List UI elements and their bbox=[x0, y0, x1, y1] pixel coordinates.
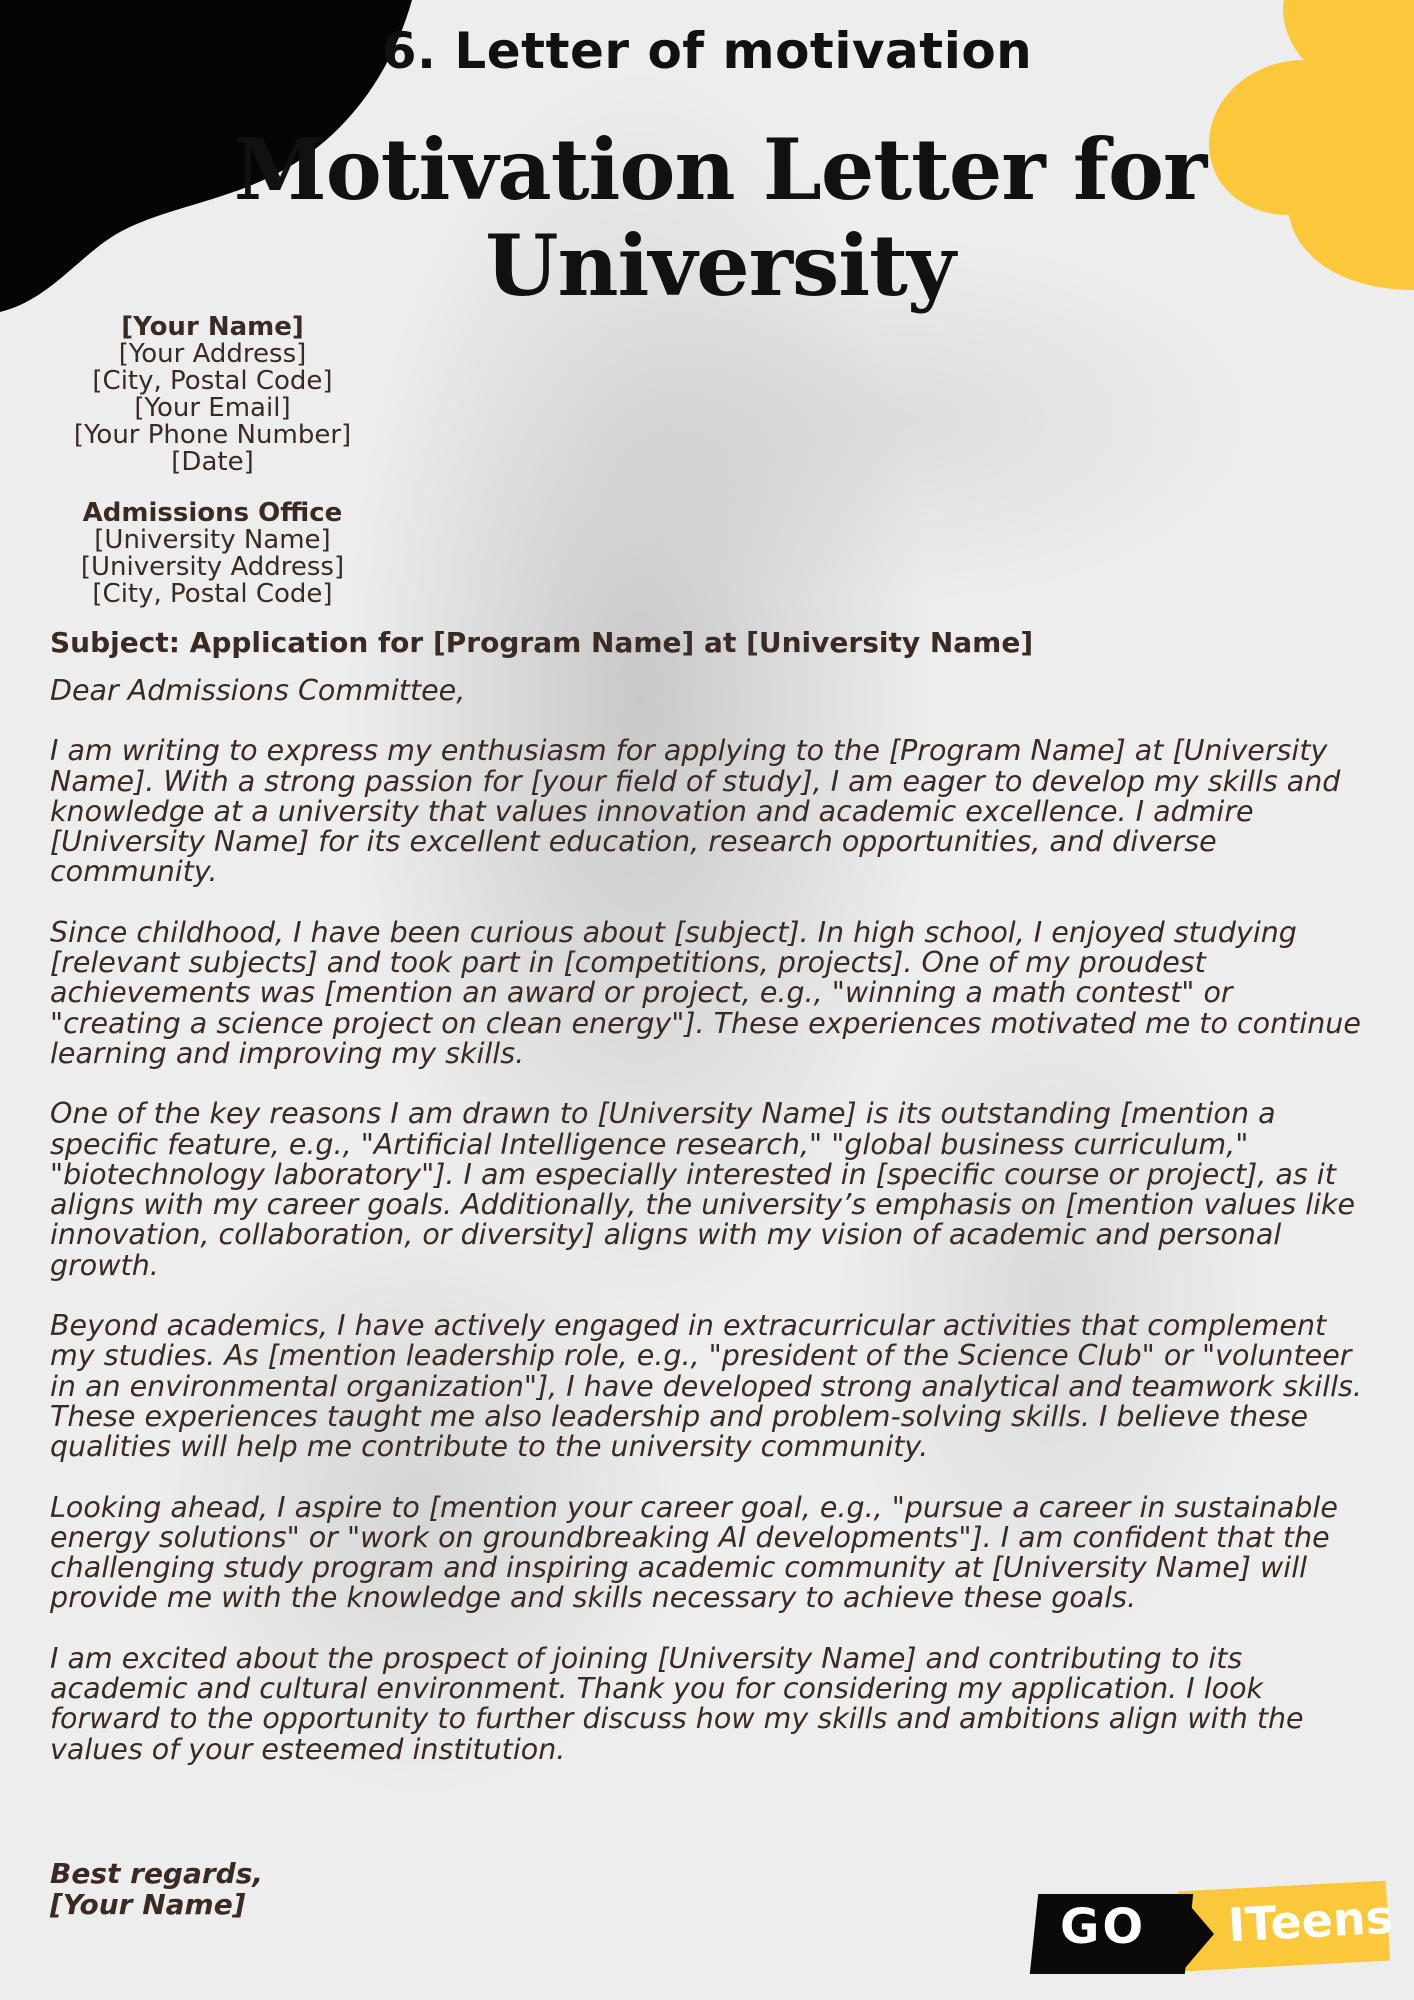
letter-paragraph: Looking ahead, I aspire to [mention your career goal, e.g., "pursue a career in sustainable energy solutions" or "work on groundbreaking AI developments"]. I am confident that the challenging study program and inspiring academic community at [University Name] will provide me with the knowledge and skills necessary to achieve these goals. bbox=[50, 1490, 1338, 1615]
recipient-university: [University Name] bbox=[94, 525, 331, 555]
letter-paragraph: I am writing to express my enthusiasm for applying to the [Program Name] at [University Name]. With a strong passion for [your field of study], I am eager to develop my skills and knowledge at a university that values innovation and academic excellence. I admire [University Name] for its excellent education, research opportunities, and diverse community. bbox=[50, 734, 1341, 889]
sender-city: [City, Postal Code] bbox=[92, 366, 333, 396]
logo-arrow-shape bbox=[1180, 1894, 1214, 1974]
letter-subject: Subject: Application for [Program Name] at [University Name] bbox=[50, 626, 1034, 659]
title-line-2: University bbox=[485, 216, 955, 315]
letter-greeting: Dear Admissions Committee, bbox=[50, 674, 466, 707]
sender-address: [Your Address] bbox=[118, 339, 307, 369]
letter-body bbox=[50, 676, 1370, 1795]
letter-signoff bbox=[50, 1858, 263, 1920]
letter-paragraph: One of the key reasons I am drawn to [University Name] is its outstanding [mention a specific feature, e.g., "Artificial Intelligence research," "global business curriculum," "biotechnology laboratory"]. I am especially interested in [specific course or project], as it aligns with my career goals. Additionally, the university’s emphasis on [mention values like innovation, collaboration, or diversity] aligns with my vision of academic and personal growth. bbox=[50, 1097, 1356, 1282]
recipient-city: [City, Postal Code] bbox=[92, 579, 333, 609]
letter-paragraph: Since childhood, I have been curious about [subject]. In high school, I enjoyed studying [relevant subjects] and took part in [competitions, projects]. One of my proudest achievements was [mention an award or project, e.g., "winning a math contest" or "creating a science project on clean energy"]. These experiences motivated me to continue learning and improving my skills. bbox=[50, 915, 1361, 1070]
goiteens-logo bbox=[1030, 1882, 1395, 1982]
sender-block bbox=[40, 314, 385, 476]
sender-date: [Date] bbox=[171, 447, 254, 477]
letter-paragraph: I am excited about the prospect of joining [University Name] and contributing to its academic and cultural environment. Thank you for considering my application. I look forward to the opportunity to further discuss how my skills and ambitions align with the values of your esteemed institution. bbox=[50, 1641, 1304, 1766]
letter-paragraph: Beyond academics, I have actively engaged in extracurricular activities that complement my studies. As [mention leadership role, e.g., "president of the Science Club" or "volunteer in an environmental organization"], I have developed strong analytical and teamwork skills. These experiences taught me also leadership and problem-solving skills. I believe these qualities will help me contribute to the university community. bbox=[50, 1309, 1362, 1464]
recipient-address: [University Address] bbox=[80, 552, 345, 582]
recipient-office: Admissions Office bbox=[82, 498, 343, 528]
sender-email: [Your Email] bbox=[134, 393, 291, 423]
letter-signature: [Your Name] bbox=[50, 1888, 246, 1921]
section-heading: 6. Letter of motivation bbox=[381, 22, 1033, 80]
logo-go-text: GO bbox=[1060, 1899, 1147, 1955]
page-title bbox=[210, 122, 1230, 314]
logo-iteens-text: ITeens bbox=[1226, 1889, 1395, 1953]
recipient-block bbox=[40, 500, 385, 608]
sender-name: [Your Name] bbox=[121, 312, 304, 342]
letter-closing: Best regards, bbox=[50, 1857, 264, 1890]
sender-phone: [Your Phone Number] bbox=[73, 420, 352, 450]
title-line-1: Motivation Letter for bbox=[233, 120, 1207, 219]
